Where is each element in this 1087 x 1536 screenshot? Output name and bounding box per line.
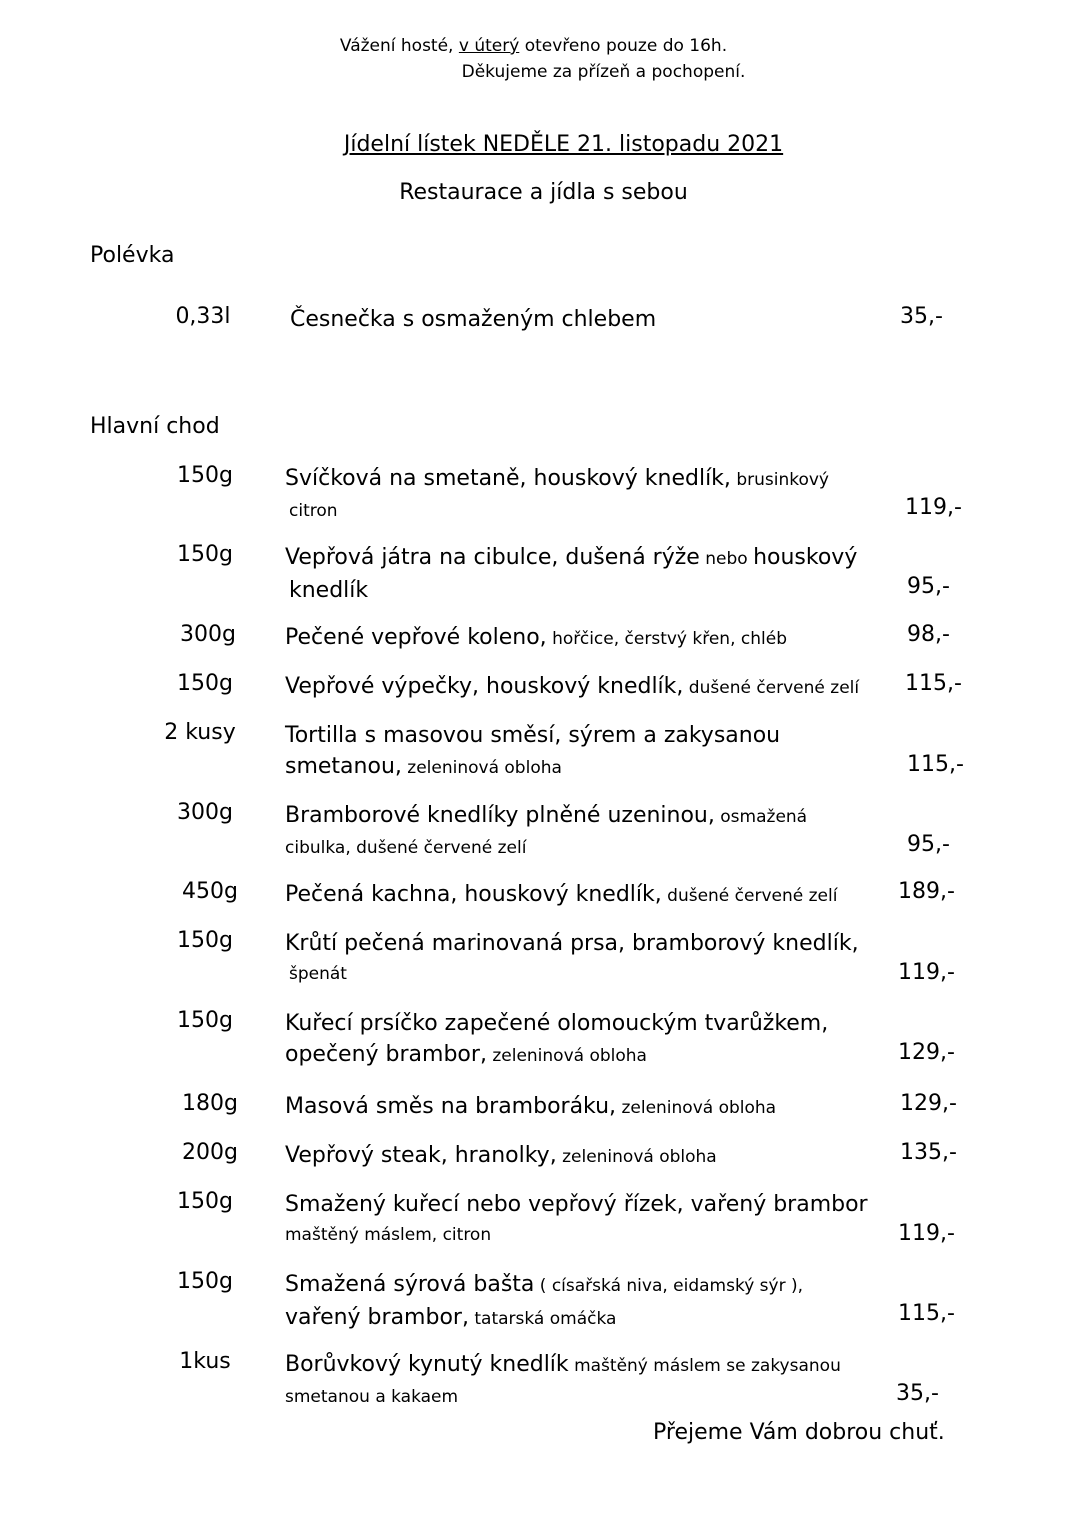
item-quantity: 300g xyxy=(180,622,236,647)
item-side: dušené červené zelí xyxy=(661,886,838,906)
item-name: Svíčková na smetaně, houskový knedlík, xyxy=(285,466,731,491)
item-description xyxy=(290,304,900,335)
item-name-line2-text: smetanou, xyxy=(285,754,402,779)
item-quantity: 450g xyxy=(182,879,238,904)
item-description xyxy=(285,1008,895,1072)
item-description xyxy=(285,800,895,864)
item-description xyxy=(285,622,895,655)
item-side: zeleninová obloha xyxy=(556,1147,717,1167)
item-price: 98,- xyxy=(907,622,950,647)
item-description xyxy=(285,542,895,606)
notice-line-2: Děkujeme za přízeň a pochopení. xyxy=(461,62,746,82)
closing-notice xyxy=(0,33,1087,85)
item-description xyxy=(285,671,895,704)
notice-line-1 xyxy=(0,33,1087,59)
item-side: brusinkový xyxy=(730,470,829,490)
menu-title xyxy=(0,132,1087,157)
item-name: Bramborové knedlíky plněné uzeninou, xyxy=(285,803,715,828)
menu-title-text: Jídelní lístek NEDĚLE 21. listopadu 2021 xyxy=(343,132,784,157)
item-name-line2 xyxy=(285,1302,895,1335)
item-price: 115,- xyxy=(898,1301,955,1326)
item-quantity: 150g xyxy=(177,928,233,953)
menu-subtitle: Restaurace a jídla s sebou xyxy=(399,180,688,205)
item-side-line2: cibulka, dušené červené zelí xyxy=(285,838,527,858)
item-price: 95,- xyxy=(907,574,950,599)
item-side: nebo xyxy=(699,549,754,569)
item-quantity: 150g xyxy=(177,1008,233,1033)
item-side: zeleninová obloha xyxy=(616,1098,777,1118)
item-side: zeleninová obloha xyxy=(401,758,562,778)
item-price: 95,- xyxy=(907,832,950,857)
item-name: Borůvkový kynutý knedlík xyxy=(285,1352,569,1377)
section-heading-soup: Polévka xyxy=(90,243,175,268)
item-price: 135,- xyxy=(900,1140,957,1165)
item-quantity: 2 kusy xyxy=(164,720,236,745)
notice-text-end: otevřeno pouze do 16h. xyxy=(519,36,728,56)
item-quantity: 150g xyxy=(177,671,233,696)
item-price: 129,- xyxy=(898,1040,955,1065)
item-side-line2: maštěný máslem, citron xyxy=(285,1225,492,1245)
item-quantity: 0,33l xyxy=(175,304,231,329)
item-description xyxy=(285,1140,895,1173)
item-name: Kuřecí prsíčko zapečené olomouckým tvarůžkem, xyxy=(285,1011,829,1036)
item-description xyxy=(285,879,895,912)
item-name-line2-text: opečený brambor, xyxy=(285,1042,487,1067)
item-side: maštěný máslem se zakysanou xyxy=(568,1356,841,1376)
item-quantity: 200g xyxy=(182,1140,238,1165)
item-price: 129,- xyxy=(900,1091,957,1116)
item-description xyxy=(285,720,895,784)
item-description xyxy=(285,463,895,527)
item-side: ( císařská niva, eidamský sýr ), xyxy=(534,1276,804,1296)
item-name: Krůtí pečená marinovaná prsa, bramborový knedlík, xyxy=(285,931,859,956)
item-name: Vepřová játra na cibulce, dušená rýže xyxy=(285,545,700,570)
item-quantity: 150g xyxy=(177,542,233,567)
item-name: Smažená sýrová bašta xyxy=(285,1272,535,1297)
section-heading-main: Hlavní chod xyxy=(90,414,220,439)
notice-day: v úterý xyxy=(458,36,520,56)
item-price: 115,- xyxy=(907,752,964,777)
item-name: Smažený kuřecí nebo vepřový řízek, vařený brambor xyxy=(285,1192,868,1217)
item-description xyxy=(285,1269,895,1335)
item-description xyxy=(285,928,895,990)
item-name: Masová směs na bramboráku, xyxy=(285,1094,617,1119)
closing-wish: Přejeme Vám dobrou chuť. xyxy=(653,1420,945,1445)
item-side: hořčice, čerstvý křen, chléb xyxy=(546,629,787,649)
item-name-line2 xyxy=(285,1039,895,1072)
item-name-line2: knedlík xyxy=(289,578,369,603)
item-price: 35,- xyxy=(900,304,943,329)
item-side: zeleninová obloha xyxy=(486,1046,647,1066)
item-price: 119,- xyxy=(898,1221,955,1246)
item-description xyxy=(285,1349,895,1413)
item-name: Vepřové výpečky, houskový knedlík, xyxy=(285,674,684,699)
item-price: 35,- xyxy=(896,1381,939,1406)
item-description xyxy=(285,1189,905,1251)
item-side-line2: smetanou a kakaem xyxy=(285,1387,459,1407)
item-quantity: 180g xyxy=(182,1091,238,1116)
item-quantity: 150g xyxy=(177,463,233,488)
item-quantity: 1kus xyxy=(179,1349,231,1374)
item-side-line2: citron xyxy=(289,501,338,521)
notice-text: Vážení hosté, xyxy=(339,36,459,56)
item-quantity: 300g xyxy=(177,800,233,825)
item-quantity: 150g xyxy=(177,1189,233,1214)
item-name: Pečená kachna, houskový knedlík, xyxy=(285,882,662,907)
item-side: dušené červené zelí xyxy=(683,678,860,698)
item-price: 115,- xyxy=(905,671,962,696)
item-name-line2-text: vařený brambor, xyxy=(285,1305,469,1330)
item-name: Vepřový steak, hranolky, xyxy=(285,1143,557,1168)
item-name: Tortilla s masovou směsí, sýrem a zakysanou xyxy=(285,723,781,748)
item-side: tatarská omáčka xyxy=(468,1309,617,1329)
item-name: Pečené vepřové koleno, xyxy=(285,625,547,650)
item-name: Česnečka s osmaženým chlebem xyxy=(290,307,657,332)
item-side-line2: špenát xyxy=(289,964,347,984)
item-price: 119,- xyxy=(905,495,962,520)
item-price: 189,- xyxy=(898,879,955,904)
item-side: osmažená xyxy=(714,807,808,827)
item-price: 119,- xyxy=(898,960,955,985)
item-name-line2 xyxy=(285,751,895,784)
item-name-cont: houskový xyxy=(753,545,858,570)
item-quantity: 150g xyxy=(177,1269,233,1294)
item-description xyxy=(285,1091,895,1124)
